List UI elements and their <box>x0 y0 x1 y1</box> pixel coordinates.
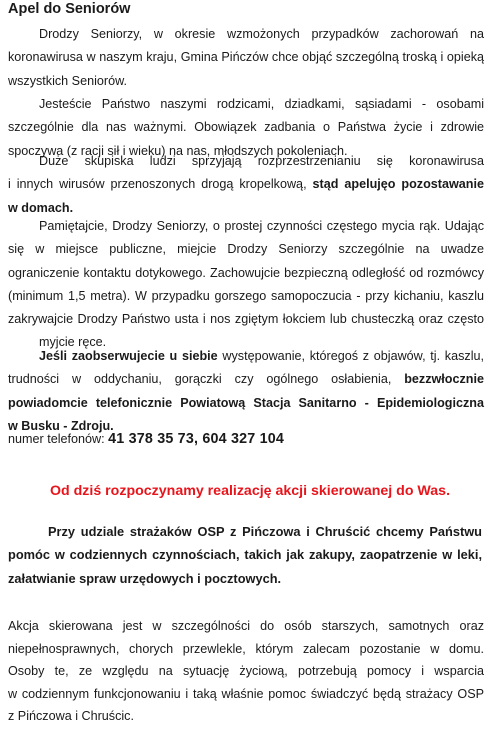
paragraph-line: Duże skupiska ludzi sprzyjają rozprzestrzenianiu się koronawirusa <box>39 154 484 168</box>
paragraph-line: spoczywa (z racji sił i wieku) na nas, młodszych pokoleniach. <box>8 143 348 158</box>
sanitary-station-city: w Busku - Zdroju. <box>8 418 114 433</box>
paragraph-line: Drodzy Seniorzy, w okresie wzmożonych przypadków zachorowań na <box>39 27 484 41</box>
paragraph-firefighters <box>8 520 482 590</box>
paragraph-line: załatwianie spraw urzędowych i pocztowych. <box>8 570 282 586</box>
paragraph-line: Osoby te, ze względu na sytuację życiową, potrzebują pomocy i wsparcia <box>8 664 484 679</box>
paragraph-symptoms <box>8 345 484 438</box>
paragraph-intro <box>8 23 484 93</box>
paragraph-line: zakrywajcie Drodzy Państwo usta i nos zgiętym łokciem lub chusteczką oraz często <box>8 312 484 327</box>
stay-home-appeal-end: w domach. <box>8 200 74 215</box>
paragraph-line: Przy udziale strażaków OSP z Pińczowa i Chruścić chcemy Państwu <box>48 524 482 539</box>
paragraph-line: szczególnie dla nas ważnymi. Obowiązek zadbania o Państwa życie i zdrowie <box>8 120 484 135</box>
phone-numbers <box>8 431 284 447</box>
paragraph-text: trudności w oddychaniu, gorączki czy ogólnego osłabienia, <box>8 372 405 387</box>
notify-immediately: bezzwłocznie <box>404 372 484 387</box>
paragraph-text: występowanie, któregoś z objawów, tj. kaszlu, <box>217 349 485 363</box>
paragraph-line <box>8 345 484 368</box>
action-headline: Od dziś rozpoczynamy realizację akcji skierowanej do Was. <box>49 483 451 499</box>
paragraph-line: (minimum 1,5 metra). W przypadku gorszego samopoczucia - przy kichaniu, kaszlu <box>8 288 484 303</box>
paragraph-line: wszystkich Seniorów. <box>8 73 127 88</box>
paragraph-stay-home <box>8 150 484 220</box>
paragraph-line: myjcie ręce. <box>39 335 107 350</box>
paragraph-line: niepełnosprawnych, chorych przewlekle, którym zalecam pozostanie w domu. <box>8 641 484 656</box>
paragraph-line: Pamiętajcie, Drodzy Seniorzy, o prostej czynności częstego mycia rąk. Udając <box>39 219 484 233</box>
paragraph-hygiene <box>8 215 484 355</box>
paragraph-text: i innych wirusów przenoszonych drogą kropelkową, <box>8 177 313 192</box>
stay-home-appeal: stąd apelujęo pozostawanie <box>312 177 484 192</box>
paragraph-line: koronawirusa w naszym kraju, Gmina Pińczów chce objąć szczególną troską i opieką <box>8 50 484 65</box>
phone-label: numer telefonów: <box>8 432 109 446</box>
paragraph-line <box>8 368 484 391</box>
paragraph-line: ograniczenie kontaktu dotykowego. Zachowujcie bezpieczną odległość od rozmówcy <box>8 265 484 280</box>
paragraph-action <box>8 615 484 728</box>
paragraph-line: w codziennym funkcjonowaniu i taką właśnie pomoc świadczyć będą strażacy OSP <box>8 686 484 701</box>
paragraph-line: pomóc w codziennych czynnościach, takich jak zakupy, zaopatrzenie w leki, <box>8 547 482 563</box>
document-title: Apel do Seniorów <box>8 1 131 17</box>
paragraph-line: Jesteście Państwo naszymi rodzicami, dziadkami, sąsiadami - osobami <box>39 97 484 111</box>
paragraph-line <box>8 173 484 196</box>
phone-value: 41 378 35 73, 604 327 104 <box>108 431 285 447</box>
paragraph-line: się w miejsce publiczne, miejcie Drodzy Seniorzy szczególnie na uwadze <box>8 242 484 257</box>
symptoms-lead: Jeśli zaobserwujecie u siebie <box>39 349 218 363</box>
sanitary-station: powiadomcie telefonicznie Powiatową Stacja Sanitarno - Epidemiologiczna <box>8 395 484 410</box>
paragraph-line: z Pińczowa i Chruścic. <box>8 709 134 724</box>
paragraph-line: Akcja skierowana jest w szczególności do osób starszych, samotnych oraz <box>8 619 484 633</box>
